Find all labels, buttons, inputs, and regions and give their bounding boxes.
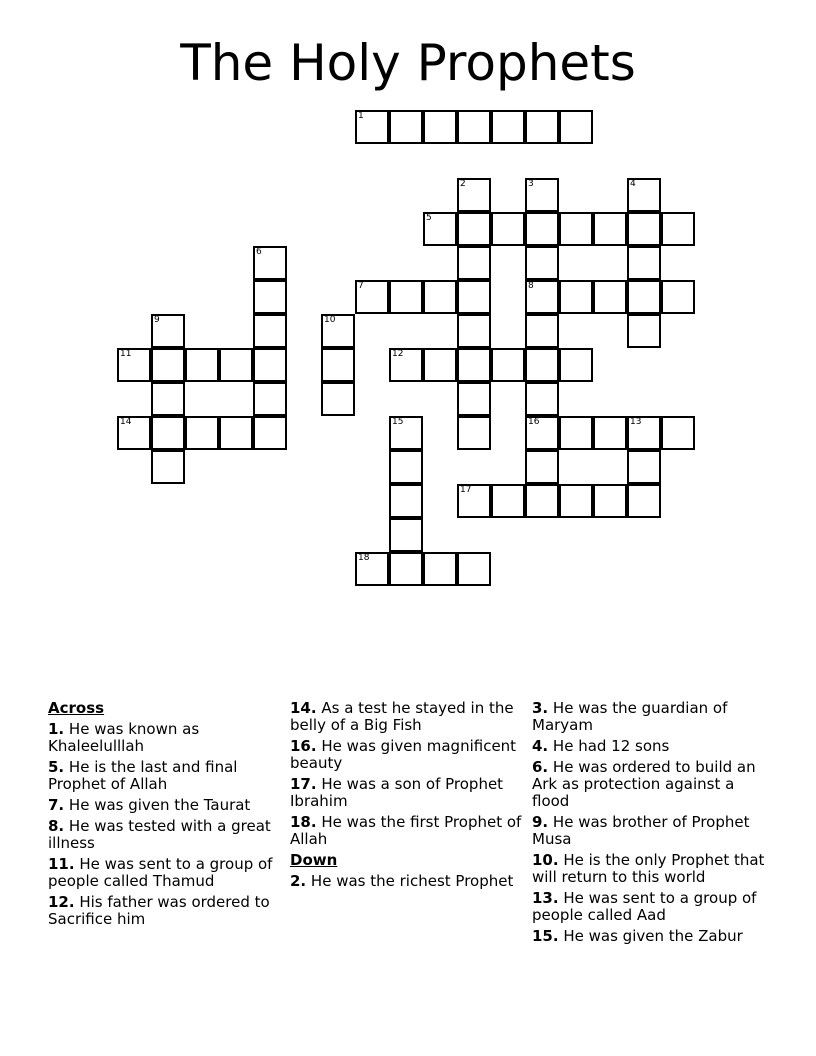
- grid-cell[interactable]: [389, 450, 423, 484]
- grid-cell[interactable]: [151, 382, 185, 416]
- clue-item-text: He was the guardian of Maryam: [532, 699, 728, 734]
- clue-number: 8: [528, 281, 534, 291]
- clue-number: 18: [358, 553, 370, 563]
- grid-cell[interactable]: [185, 416, 219, 450]
- grid-cell[interactable]: [151, 314, 185, 348]
- clue-item-number: 10.: [532, 851, 559, 869]
- clue-item-number: 5.: [48, 758, 65, 776]
- grid-cell[interactable]: [151, 348, 185, 382]
- grid-cell[interactable]: [627, 314, 661, 348]
- grid-cell[interactable]: [593, 212, 627, 246]
- grid-cell[interactable]: [661, 212, 695, 246]
- clue-number: 17: [460, 485, 472, 495]
- clue-item-number: 2.: [290, 872, 307, 890]
- clue-column-2: [290, 700, 526, 894]
- grid-cell[interactable]: [559, 110, 593, 144]
- grid-cell[interactable]: [525, 212, 559, 246]
- grid-cell[interactable]: [253, 416, 287, 450]
- clue-item: [48, 856, 284, 890]
- down-clue-list: [290, 873, 526, 890]
- clue-number: 5: [426, 213, 432, 223]
- grid-cell[interactable]: [253, 314, 287, 348]
- clue-number: 2: [460, 179, 466, 189]
- grid-cell[interactable]: [389, 280, 423, 314]
- grid-cell[interactable]: [117, 416, 151, 450]
- clue-number: 3: [528, 179, 534, 189]
- grid-cell[interactable]: [627, 280, 661, 314]
- clue-item: [290, 776, 526, 810]
- across-clue-list-continued: [290, 700, 526, 848]
- clue-number: 15: [392, 417, 404, 427]
- grid-cell[interactable]: [525, 280, 559, 314]
- down-clue-list-continued: [532, 700, 776, 945]
- grid-cell[interactable]: [525, 450, 559, 484]
- grid-cell[interactable]: [525, 110, 559, 144]
- grid-cell[interactable]: [627, 178, 661, 212]
- across-clue-list: [48, 721, 284, 928]
- clue-item-text: He was the first Prophet of Allah: [290, 813, 522, 848]
- grid-cell[interactable]: [253, 348, 287, 382]
- grid-cell[interactable]: [253, 246, 287, 280]
- grid-cell[interactable]: [525, 348, 559, 382]
- clue-item-number: 16.: [290, 737, 317, 755]
- clue-item-number: 13.: [532, 889, 559, 907]
- grid-cell[interactable]: [457, 212, 491, 246]
- clue-number: 1: [358, 111, 364, 121]
- clue-item-number: 7.: [48, 796, 65, 814]
- clue-item-number: 14.: [290, 699, 317, 717]
- grid-cell[interactable]: [423, 348, 457, 382]
- grid-cell[interactable]: [559, 484, 593, 518]
- grid-cell[interactable]: [627, 212, 661, 246]
- clue-item-number: 15.: [532, 927, 559, 945]
- grid-cell[interactable]: [661, 416, 695, 450]
- grid-cell[interactable]: [355, 280, 389, 314]
- grid-cell[interactable]: [389, 348, 423, 382]
- grid-cell[interactable]: [525, 416, 559, 450]
- puzzle-title: The Holy Prophets: [180, 34, 636, 92]
- clue-item: [48, 721, 284, 755]
- grid-cell[interactable]: [321, 314, 355, 348]
- clue-number: 11: [120, 349, 132, 359]
- grid-cell[interactable]: [627, 246, 661, 280]
- clue-item: [290, 873, 526, 890]
- grid-cell[interactable]: [457, 552, 491, 586]
- grid-cell[interactable]: [389, 416, 423, 450]
- clue-item: [48, 797, 284, 814]
- grid-cell[interactable]: [355, 552, 389, 586]
- grid-cell[interactable]: [627, 450, 661, 484]
- grid-cell[interactable]: [525, 314, 559, 348]
- clue-number: 6: [256, 247, 262, 257]
- grid-cell[interactable]: [321, 348, 355, 382]
- grid-cell[interactable]: [321, 382, 355, 416]
- grid-cell[interactable]: [559, 416, 593, 450]
- grid-cell[interactable]: [389, 484, 423, 518]
- grid-cell[interactable]: [627, 484, 661, 518]
- grid-cell[interactable]: [219, 348, 253, 382]
- grid-cell[interactable]: [525, 178, 559, 212]
- clue-item: [532, 700, 776, 734]
- grid-cell[interactable]: [151, 450, 185, 484]
- clue-item: [532, 759, 776, 810]
- grid-cell[interactable]: [525, 484, 559, 518]
- grid-cell[interactable]: [457, 280, 491, 314]
- grid-cell[interactable]: [627, 416, 661, 450]
- down-heading: Down: [290, 851, 338, 869]
- clue-item: [290, 738, 526, 772]
- clue-number: 9: [154, 315, 160, 325]
- grid-cell[interactable]: [559, 348, 593, 382]
- clue-item-number: 4.: [532, 737, 549, 755]
- grid-cell[interactable]: [389, 552, 423, 586]
- clue-item: [532, 814, 776, 848]
- grid-cell[interactable]: [457, 178, 491, 212]
- clue-column-3: [532, 700, 776, 949]
- clue-item: [532, 928, 776, 945]
- grid-cell[interactable]: [593, 484, 627, 518]
- grid-cell[interactable]: [253, 280, 287, 314]
- clue-item-text: He was sent to a group of people called Aad: [532, 889, 757, 924]
- grid-cell[interactable]: [457, 348, 491, 382]
- clue-item-text: His father was ordered to Sacrifice him: [48, 893, 270, 928]
- clue-item-number: 17.: [290, 775, 317, 793]
- grid-cell[interactable]: [525, 246, 559, 280]
- grid-cell[interactable]: [491, 212, 525, 246]
- grid-cell[interactable]: [219, 416, 253, 450]
- grid-cell[interactable]: [559, 212, 593, 246]
- clue-number: 13: [630, 417, 642, 427]
- clue-item-text: He had 12 sons: [552, 737, 670, 755]
- grid-cell[interactable]: [423, 280, 457, 314]
- clue-item: [48, 759, 284, 793]
- grid-cell[interactable]: [457, 484, 491, 518]
- grid-cell[interactable]: [423, 110, 457, 144]
- grid-cell[interactable]: [457, 416, 491, 450]
- clue-item-number: 6.: [532, 758, 549, 776]
- clue-item-number: 18.: [290, 813, 317, 831]
- clue-item-number: 8.: [48, 817, 65, 835]
- clue-item: [48, 818, 284, 852]
- clue-item: [532, 852, 776, 886]
- clue-item-text: He was a son of Prophet Ibrahim: [290, 775, 504, 810]
- grid-cell[interactable]: [457, 246, 491, 280]
- clue-item-number: 11.: [48, 855, 75, 873]
- clue-item-text: He was tested with a great illness: [48, 817, 271, 852]
- grid-cell[interactable]: [423, 552, 457, 586]
- clue-item: [532, 738, 776, 755]
- clue-item-number: 1.: [48, 720, 65, 738]
- grid-cell[interactable]: [389, 518, 423, 552]
- clue-number: 16: [528, 417, 540, 427]
- clue-item-text: He was given the Zabur: [563, 927, 743, 945]
- grid-cell[interactable]: [491, 348, 525, 382]
- clue-item-text: As a test he stayed in the belly of a Big Fish: [290, 699, 514, 734]
- clue-item-text: He was given the Taurat: [68, 796, 251, 814]
- clue-number: 12: [392, 349, 404, 359]
- grid-cell[interactable]: [593, 416, 627, 450]
- grid-cell[interactable]: [457, 314, 491, 348]
- clue-number: 14: [120, 417, 132, 427]
- clue-item: [532, 890, 776, 924]
- grid-cell[interactable]: [457, 382, 491, 416]
- grid-cell[interactable]: [491, 110, 525, 144]
- clue-item-text: He was sent to a group of people called Thamud: [48, 855, 273, 890]
- grid-cell[interactable]: [559, 280, 593, 314]
- grid-cell[interactable]: [185, 348, 219, 382]
- grid-cell[interactable]: [593, 280, 627, 314]
- clue-number: 7: [358, 281, 364, 291]
- clue-column-1: [48, 700, 284, 932]
- grid-cell[interactable]: [253, 382, 287, 416]
- grid-cell[interactable]: [457, 110, 491, 144]
- clue-item: [290, 814, 526, 848]
- clue-item: [48, 894, 284, 928]
- clue-item-number: 12.: [48, 893, 75, 911]
- clue-item-number: 9.: [532, 813, 549, 831]
- clue-number: 4: [630, 179, 636, 189]
- clue-item: [290, 700, 526, 734]
- grid-cell[interactable]: [491, 484, 525, 518]
- clue-number: 10: [324, 315, 336, 325]
- grid-cell[interactable]: [117, 348, 151, 382]
- grid-cell[interactable]: [151, 416, 185, 450]
- clue-item-number: 3.: [532, 699, 549, 717]
- clue-item-text: He is the only Prophet that will return to this world: [532, 851, 765, 886]
- clue-item-text: He was brother of Prophet Musa: [532, 813, 750, 848]
- clue-item-text: He was ordered to build an Ark as protection against a flood: [532, 758, 756, 810]
- grid-cell[interactable]: [525, 382, 559, 416]
- clue-item-text: He was the richest Prophet: [310, 872, 514, 890]
- clue-item-text: He was given magnificent beauty: [290, 737, 517, 772]
- grid-cell[interactable]: [355, 110, 389, 144]
- grid-cell[interactable]: [661, 280, 695, 314]
- across-heading: Across: [48, 699, 105, 717]
- grid-cell[interactable]: [423, 212, 457, 246]
- clue-item-text: He is the last and final Prophet of Allah: [48, 758, 238, 793]
- grid-cell[interactable]: [389, 110, 423, 144]
- clue-item-text: He was known as Khaleelulllah: [48, 720, 200, 755]
